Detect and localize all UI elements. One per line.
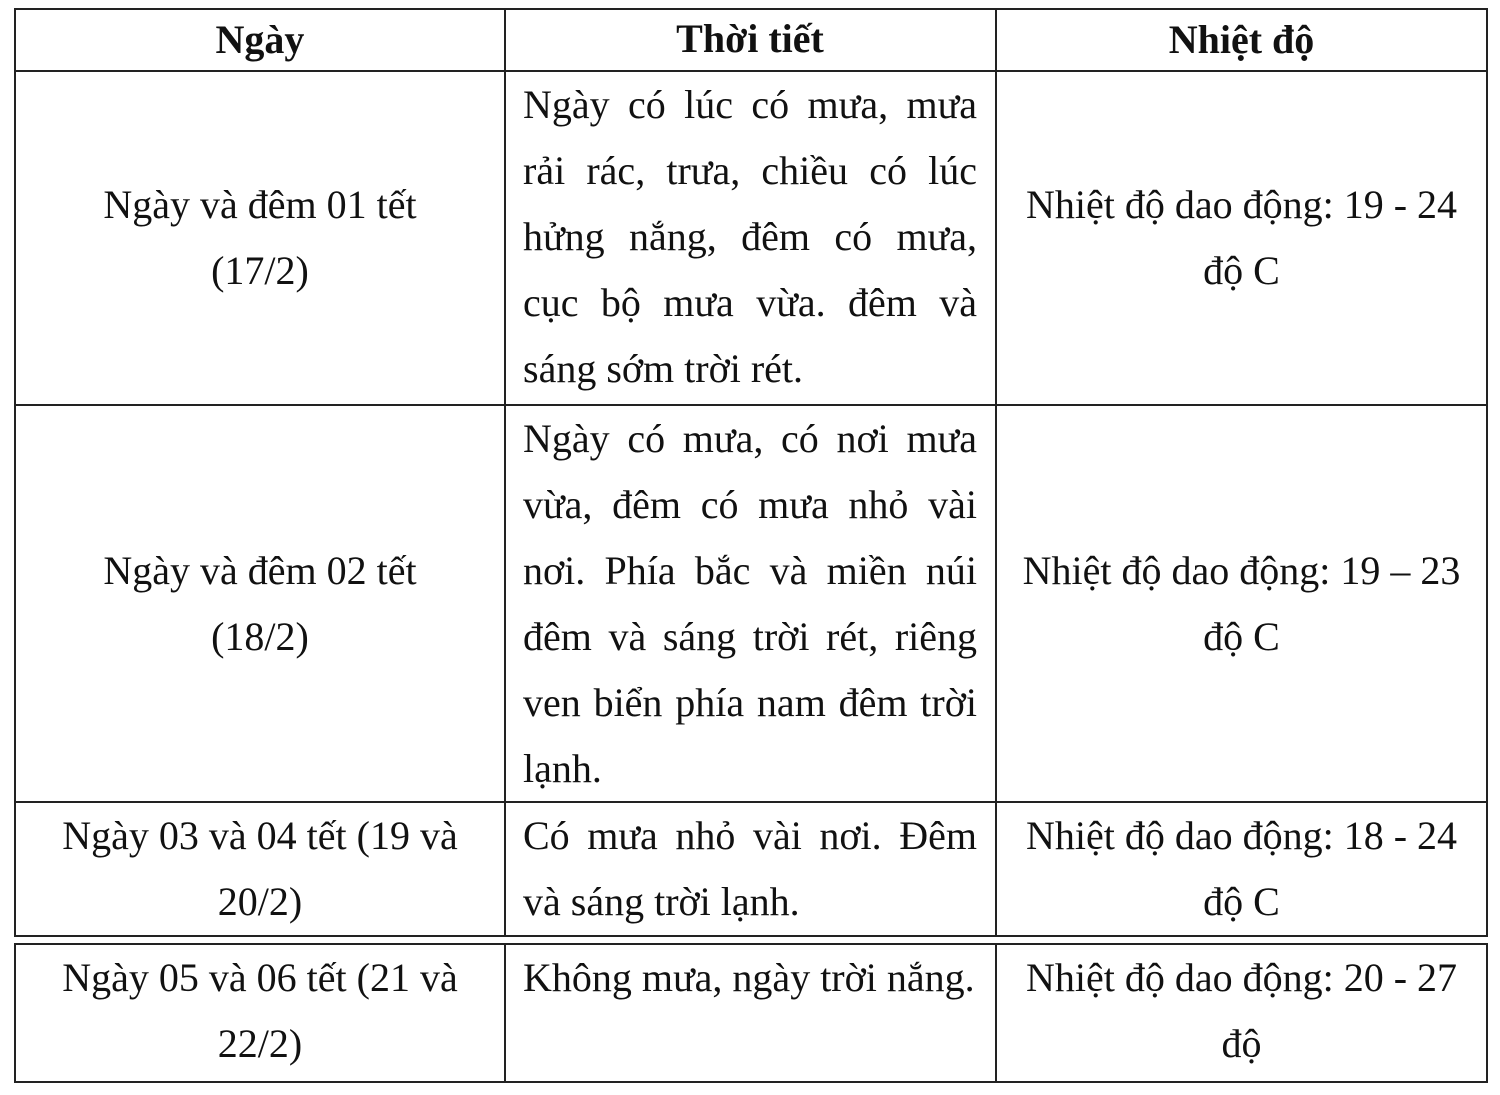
weather-cell xyxy=(506,406,997,801)
day-cell xyxy=(16,72,506,404)
weather-text: Ngày có mưa, có nơi mưa vừa, đêm có mưa nhỏ vài nơi. Phía bắc và miền núi đêm và sáng trời rét, riêng ven biển phía nam đêm trời lạnh. xyxy=(523,416,977,791)
temperature-text: Nhiệt độ dao động: 19 - 24 độ C xyxy=(1025,182,1458,293)
day-cell xyxy=(16,945,506,1081)
header-day-label: Ngày xyxy=(215,17,305,62)
day-text: Ngày và đêm 02 tết (18/2) xyxy=(103,547,417,659)
header-weather-label: Thời tiết xyxy=(676,16,824,61)
table-row xyxy=(14,72,1488,406)
header-temperature-label: Nhiệt độ xyxy=(1168,17,1315,62)
day-cell xyxy=(16,406,506,801)
table-row xyxy=(14,803,1488,937)
temperature-cell xyxy=(997,945,1486,1081)
header-weather xyxy=(506,10,997,70)
temperature-text: Nhiệt độ dao động: 20 - 27 độ xyxy=(1025,955,1458,1066)
weather-cell xyxy=(506,72,997,404)
weather-cell xyxy=(506,945,997,1081)
day-cell xyxy=(16,803,506,935)
header-temperature xyxy=(997,10,1486,70)
day-text: Ngày 03 và 04 tết (19 và 20/2) xyxy=(62,813,458,924)
weather-text: Ngày có lúc có mưa, mưa rải rác, trưa, chiều có lúc hửng nắng, đêm có mưa, cục bộ mưa vừa. đêm và sáng sớm trời rét. xyxy=(523,82,977,391)
table-row xyxy=(14,406,1488,803)
weather-text: Có mưa nhỏ vài nơi. Đêm và sáng trời lạnh. xyxy=(523,813,977,924)
table-header-row xyxy=(14,8,1488,72)
temperature-cell xyxy=(997,406,1486,801)
weather-text: Không mưa, ngày trời nắng. xyxy=(523,955,975,1000)
temperature-text: Nhiệt độ dao động: 18 - 24 độ C xyxy=(1025,813,1458,924)
weather-forecast-table xyxy=(14,8,1488,1083)
temperature-text: Nhiệt độ dao động: 19 – 23 độ C xyxy=(1022,547,1461,659)
day-text: Ngày và đêm 01 tết (17/2) xyxy=(103,182,417,293)
weather-cell xyxy=(506,803,997,935)
temperature-cell xyxy=(997,72,1486,404)
day-text: Ngày 05 và 06 tết (21 và 22/2) xyxy=(62,955,458,1066)
table-row xyxy=(14,943,1488,1083)
header-day xyxy=(16,10,506,70)
temperature-cell xyxy=(997,803,1486,935)
